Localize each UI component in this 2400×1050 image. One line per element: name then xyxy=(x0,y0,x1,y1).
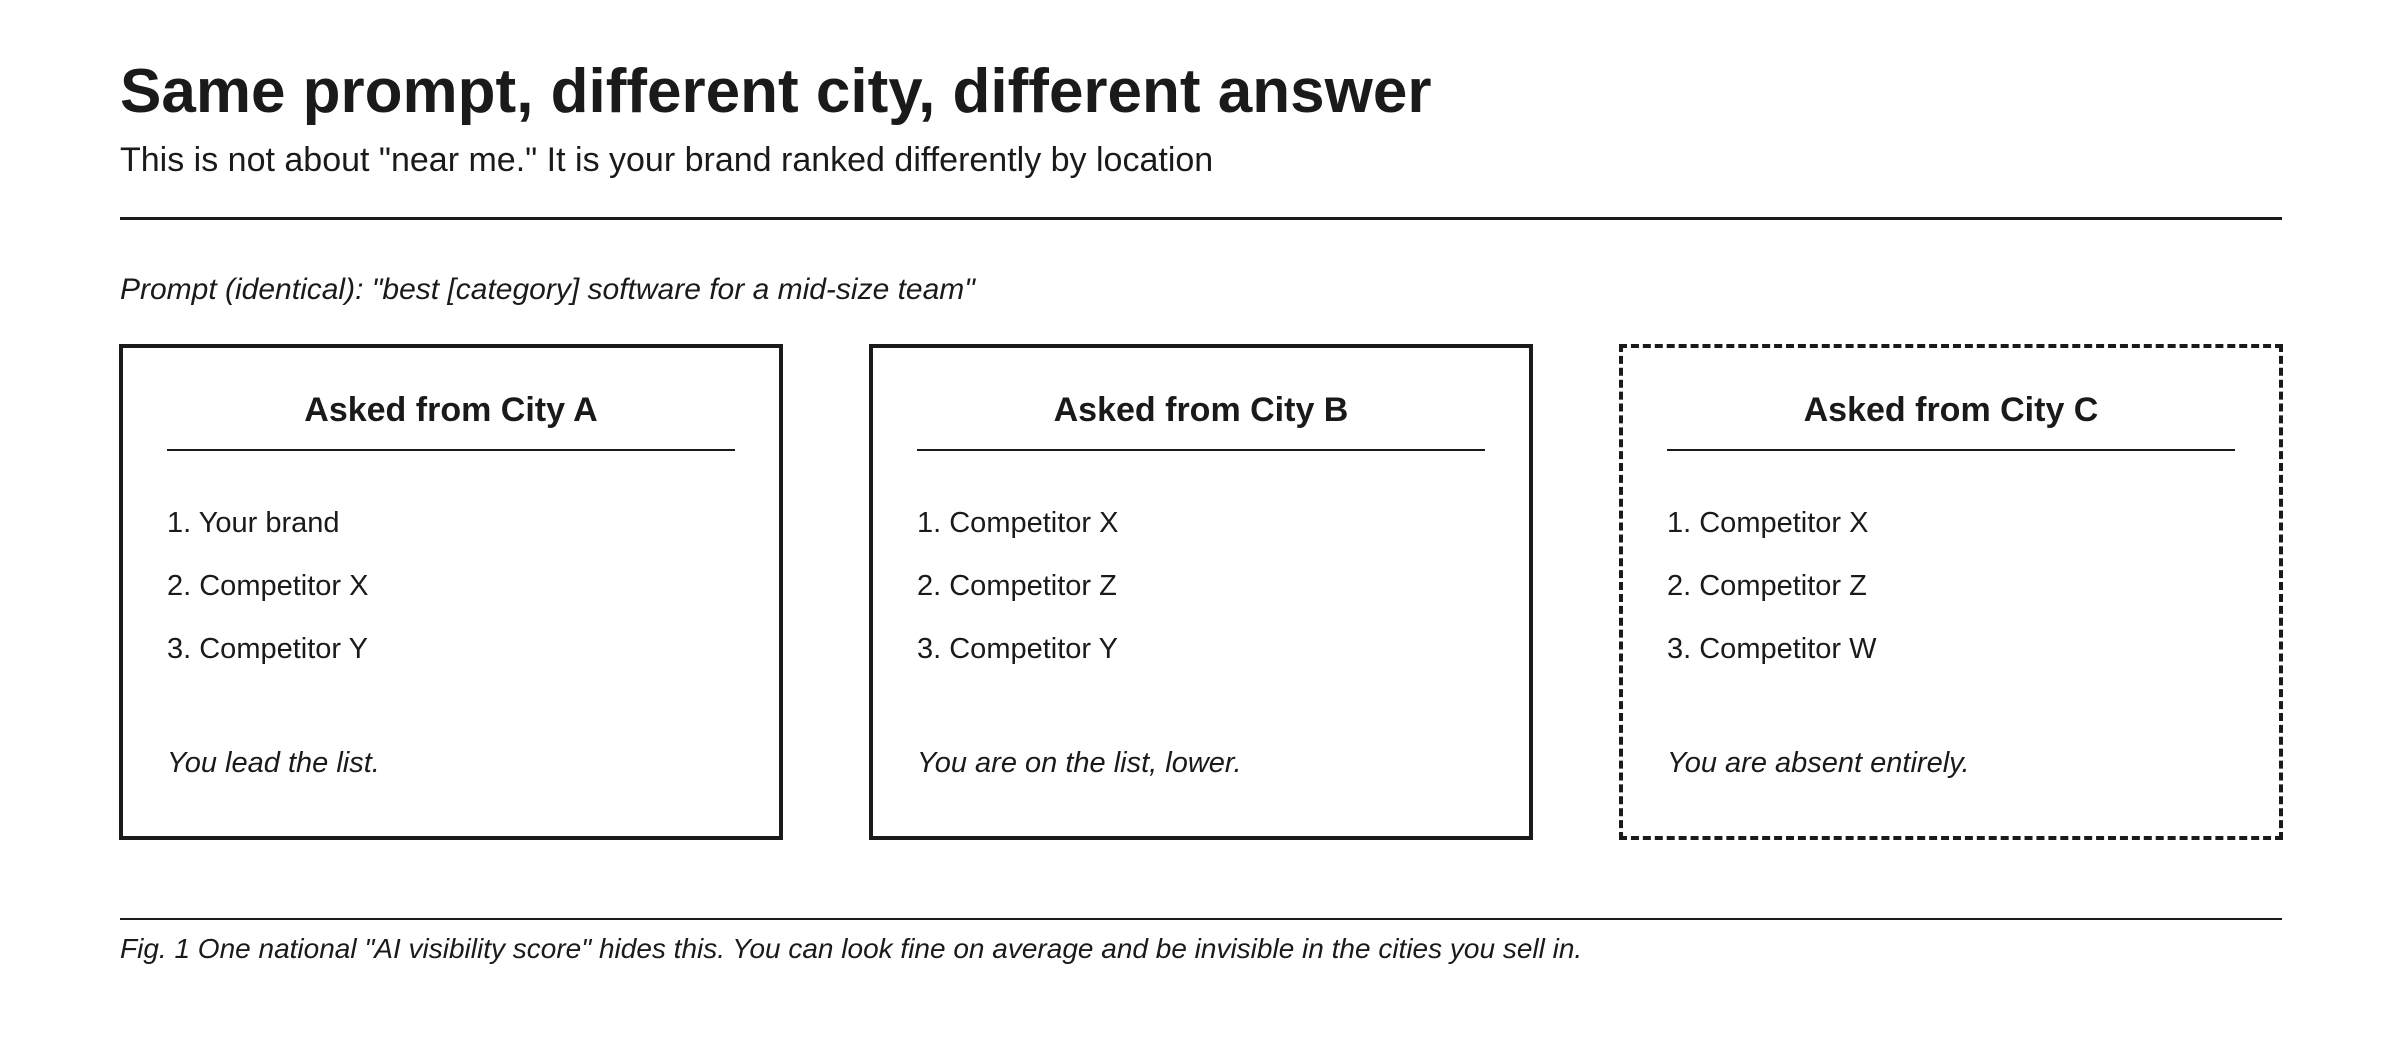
ranking-list xyxy=(917,492,1118,681)
page-subtitle: This is not about "near me." It is your brand ranked differently by location xyxy=(120,141,1214,179)
city-card-a xyxy=(119,344,783,840)
card-title: Asked from City A xyxy=(304,391,598,429)
card-divider xyxy=(1667,449,2235,451)
prompt-text: Prompt (identical): "best [category] software for a mid-size team" xyxy=(120,273,975,306)
figure-caption: Fig. 1 One national "AI visibility score" hides this. You can look fine on average and be invisible in the cities you sell in. xyxy=(120,933,1583,964)
city-card-c xyxy=(1619,344,2283,840)
card-note: You are on the list, lower. xyxy=(917,747,1242,779)
ranking-item: 2. Competitor Z xyxy=(917,570,1117,602)
ranking-item: 2. Competitor Z xyxy=(1667,570,1867,602)
ranking-item: 3. Competitor W xyxy=(1667,633,1877,665)
ranking-item: 1. Competitor X xyxy=(917,507,1119,539)
caption-divider xyxy=(120,918,2282,920)
ranking-item: 3. Competitor Y xyxy=(167,633,368,665)
ranking-item: 3. Competitor Y xyxy=(917,633,1118,665)
city-card-b xyxy=(869,344,1533,840)
card-divider xyxy=(917,449,1485,451)
ranking-list xyxy=(1667,492,1877,681)
card-title: Asked from City B xyxy=(1053,391,1349,429)
ranking-item: 1. Your brand xyxy=(167,507,340,539)
card-divider xyxy=(167,449,735,451)
card-note: You lead the list. xyxy=(167,747,380,779)
ranking-item: 1. Competitor X xyxy=(1667,507,1869,539)
ranking-item: 2. Competitor X xyxy=(167,570,369,602)
card-note: You are absent entirely. xyxy=(1667,747,1970,779)
ranking-list xyxy=(167,492,368,681)
header-divider xyxy=(120,217,2282,220)
page-title: Same prompt, different city, different answer xyxy=(120,57,1432,126)
card-title: Asked from City C xyxy=(1803,391,2099,429)
